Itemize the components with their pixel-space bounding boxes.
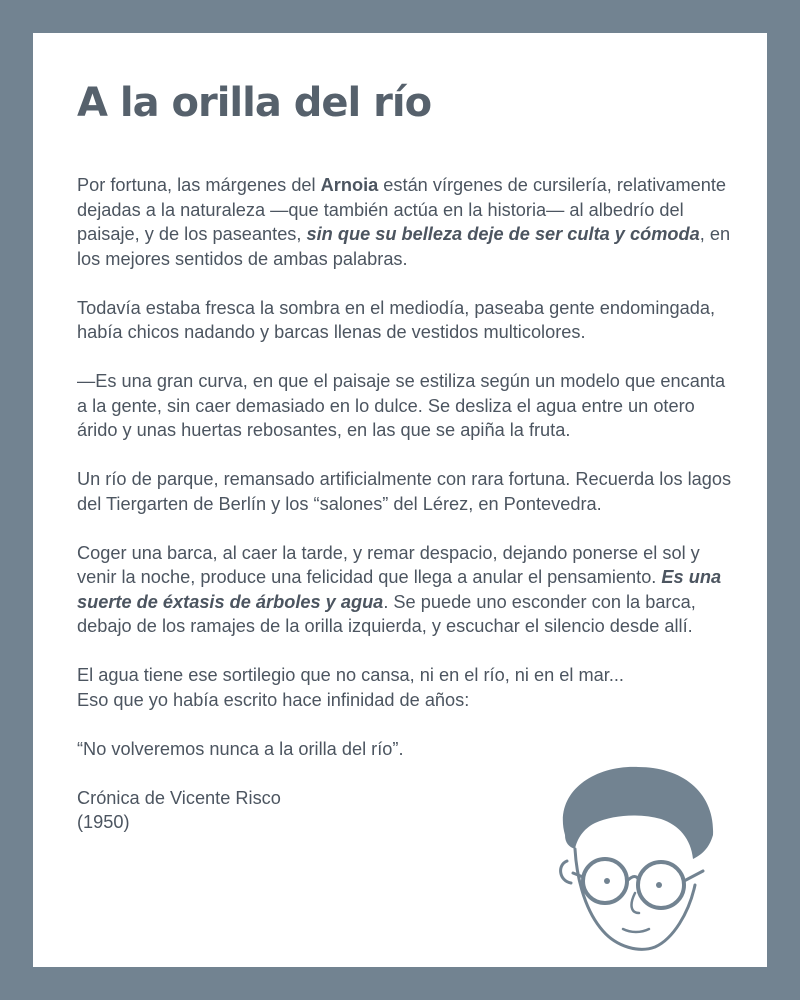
glasses-arm xyxy=(684,871,703,881)
glasses-bridge xyxy=(627,877,639,882)
left-eye xyxy=(604,878,610,884)
quote-line: “No volveremos nunca a la orilla del río”. xyxy=(77,738,404,759)
paragraph-6-line-2: Eso que yo había escrito hace infinidad de años: xyxy=(77,689,470,710)
paragraph-5-text-c: . Se puede uno esconder con la barca, debajo de los ramajes de la orilla izquierda, y escuchar el silencio desde allí. xyxy=(77,591,696,636)
paragraph-1-emphasis: sin que su belleza deje de ser culta y cómoda xyxy=(306,224,700,244)
article-card xyxy=(33,33,767,967)
river-name: Arnoia xyxy=(320,175,379,195)
hair-shape xyxy=(563,767,713,859)
nose xyxy=(632,893,639,913)
right-eye xyxy=(656,882,662,888)
paragraph-5-text-a: Coger una barca, al caer la tarde, y remar despacio, dejando ponerse el sol y venir la noche, produce una felicidad que llega a anular el pensamiento. xyxy=(77,542,700,587)
mouth xyxy=(623,929,649,932)
paragraph-5 xyxy=(77,541,737,639)
paragraph-1-text-c: están vírgenes de cursilería, relativamente dejadas a la naturaleza —que también actúa en la historia— al albedrío del paisaje, y de los paseantes, xyxy=(77,175,727,244)
credit-author: Crónica de Vicente Risco xyxy=(77,787,281,808)
portrait-illustration xyxy=(543,753,723,963)
ear-icon xyxy=(561,861,571,883)
paragraph-4: Un río de parque, remansado artificialmente con rara fortuna. Recuerda los lagos del Tiergarten de Berlín y los “salones” del Lérez, en Pontevedra. xyxy=(77,469,732,514)
page-title: A la orilla del río xyxy=(77,80,432,126)
paragraph-3: —Es una gran curva, en que el paisaje se estiliza según un modelo que encanta a la gente, sin caer demasiado en lo dulce. Se desliza el agua entre un otero árido y unas huertas rebosantes, en las que se apiña la fruta. xyxy=(77,371,726,440)
paragraph-6-line-1: El agua tiene ese sortilegio que no cansa, ni en el río, ni en el mar... xyxy=(77,665,624,685)
paragraph-1 xyxy=(77,173,737,271)
glasses-arm-left xyxy=(573,873,583,877)
credit-year: (1950) xyxy=(77,812,130,832)
paragraph-1-text-a: Por fortuna, las márgenes del xyxy=(77,175,321,195)
paragraph-1-text-e: , en los mejores sentidos de ambas palabras. xyxy=(77,224,731,269)
paragraph-2: Todavía estaba fresca la sombra en el mediodía, paseaba gente endomingada, había chicos nadando y barcas llenas de vestidos multicolores. xyxy=(77,297,715,342)
paragraph-5-emphasis: Es una suerte de éxtasis de árboles y agua xyxy=(77,567,722,612)
paragraph-6 xyxy=(77,663,737,712)
